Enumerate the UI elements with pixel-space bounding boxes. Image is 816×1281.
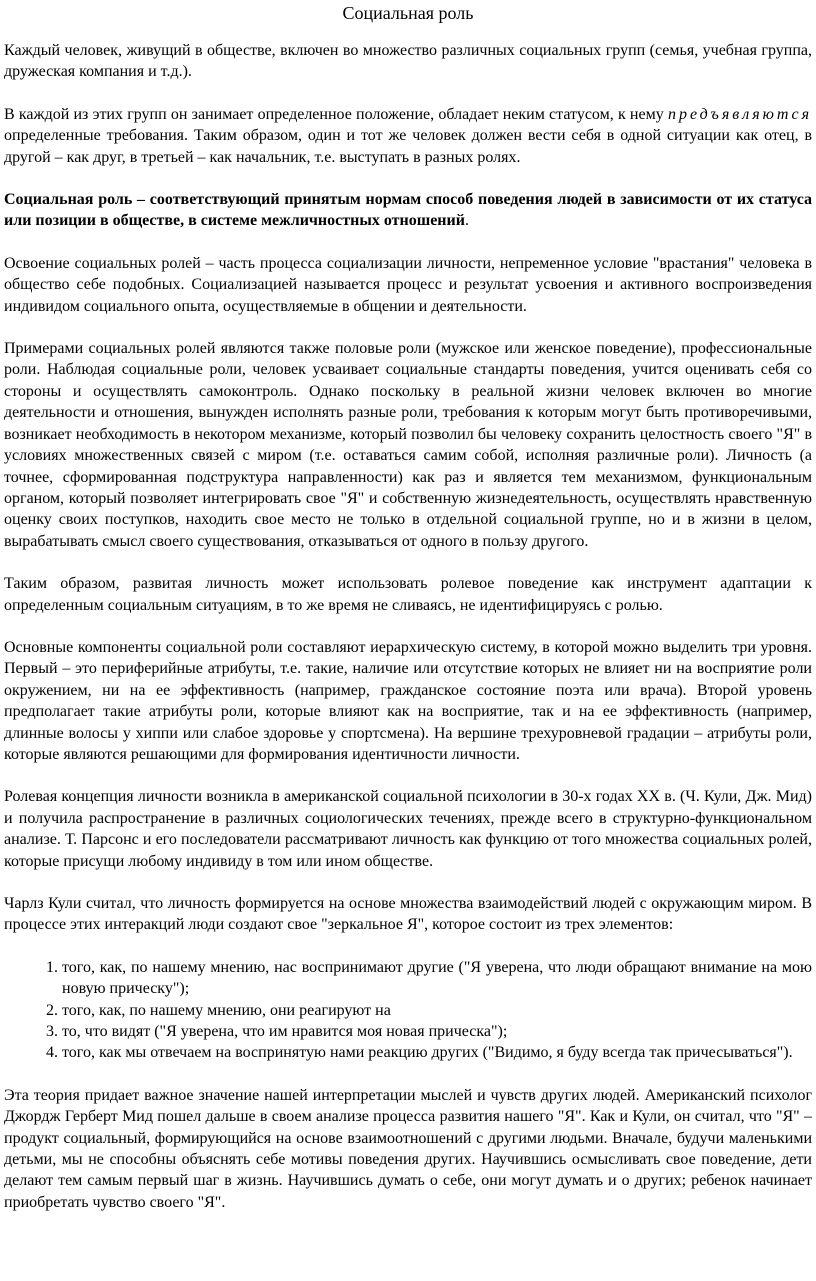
paragraph-groups-start: В каждой из этих групп он занимает определенное положение, обладает неким статусом, к нему bbox=[4, 105, 668, 123]
paragraph-role-concept: Ролевая концепция личности возникла в американской социальной психологии в 30-х годах XX в. (Ч. Кули, Дж. Мид) и получила распространение в различных социологических течениях, прежде всего в структурно-функциональном анализе. Т. Парсонс и его последователи рассматривают личность как функцию от того множества социальных ролей, которые присущи любому индивиду в том или ином обществе. bbox=[4, 788, 812, 870]
list-item: 1. того, как, по нашему мнению, нас воспринимают другие ("Я уверена, что люди обращают внимание на мою новую прическу"); bbox=[62, 957, 812, 1000]
paragraph-intro: Каждый человек, живущий в обществе, включен во множество различных социальных групп (семья, учебная группа, дружеская компания и т.д.). bbox=[4, 42, 812, 81]
paragraph-mead: Эта теория придает важное значение нашей интерпретации мыслей и чувств других людей. Американский психолог Джордж Герберт Мид пошел дальше в своем анализе процесса развития нашего "Я". Как и Кули, он считал, что "Я" – продукт социальный, формирующийся на основе взаимоотношений с другими людьми. Вначале, будучи маленькими детьми, мы не способны объяснять себе мотивы поведения других. Научившись осмысливать свое поведение, дети делают тем самым первый шаг в жизнь. Научившись думать о себе, они могут думать и о других; ребенок начинает приобретать чувство своего "Я". bbox=[4, 1086, 812, 1211]
paragraph-role-components: Основные компоненты социальной роли составляют иерархическую систему, в которой можно выделить три уровня. Первый – это периферийные атрибуты, т.е. такие, наличие или отсутствие которых не влияет ни на восприятие роли окружением, ни на ее эффективность (например, гражданское состояние поэта или врача). Второй уровень предполагает такие атрибуты роли, которые влияют как на восприятие, так и на ее эффективность (например, длинные волосы у хиппи или слабое здоровье у спортсмена). На вершине трехуровневой градации – атрибуты роли, которые являются решающими для формирования идентичности личности. bbox=[4, 638, 812, 763]
paragraph-adaptation: Таким образом, развитая личность может использовать ролевое поведение как инструмент адаптации к определенным социальным ситуациям, в то же время не сливаясь, не идентифицируясь с ролью. bbox=[4, 575, 812, 614]
list-item: 3. то, что видят ("Я уверена, что им нравится моя новая прическа"); bbox=[62, 1021, 812, 1042]
looking-glass-self-list bbox=[4, 957, 812, 1064]
list-item: 4. того, как мы отвечаем на воспринятую нами реакцию других ("Видимо, я буду всегда так причесываться"). bbox=[62, 1042, 812, 1063]
paragraph-definition bbox=[4, 189, 812, 232]
paragraph-groups bbox=[4, 104, 812, 168]
paragraph-socialization: Освоение социальных ролей – часть процесса социализации личности, непременное условие "врастания" человека в общество себе подобных. Социализацией называется процесс и результат усвоения и активного воспроизведения индивидом социального опыта, осуществляемые в общении и деятельности. bbox=[4, 254, 812, 315]
paragraph-cooley: Чарлз Кули считал, что личность формируется на основе множества взаимодействий людей с окружающим миром. В процессе этих интеракций люди создают свое "зеркальное Я", которое состоит из трех элементов: bbox=[4, 895, 812, 934]
role-definition: Социальная роль – соответствующий принятым нормам способ поведения людей в зависимости от их статуса или позиции в обществе, в системе межличностных отношений bbox=[4, 191, 812, 230]
list-item: 2. того, как, по нашему мнению, они реагируют на bbox=[62, 1000, 812, 1021]
paragraph-role-examples: Примерами социальных ролей являются также половые роли (мужское или женское поведение), профессиональные роли. Наблюдая социальные роли, человек усваивает социальные стандарты поведения, учится оценивать себя со стороны и осуществлять самоконтроль. Однако поскольку в реальной жизни человек включен во многие деятельности и отношения, вынужден исполнять разные роли, требования к которым могут быть противоречивыми, возникает необходимость в некотором механизме, который позволил бы человеку сохранить целостность своего "Я" в условиях множественных связей с миром (т.е. оставаться самим собой, исполняя различные роли). Личность (а точнее, сформированная подструктура направленности) как раз и является тем механизмом, функциональным органом, который позволяет интегрировать свое "Я" и собственную жизнедеятельность, осуществлять нравственную оценку своих поступков, находить свое место не только в отдельной социальной группе, но и в жизни в целом, вырабатывать смысл своего существования, отказываться от одного в пользу другого. bbox=[4, 340, 812, 550]
spaced-emphasis: предъявляются bbox=[667, 105, 812, 123]
document-title: Социальная роль bbox=[342, 3, 474, 23]
paragraph-groups-end: определенные требования. Таким образом, один и тот же человек должен вести себя в одной ситуации как отец, в другой – как друг, в третьей – как начальник, т.е. выступать в разных ролях. bbox=[4, 127, 812, 166]
definition-period: . bbox=[464, 212, 469, 230]
